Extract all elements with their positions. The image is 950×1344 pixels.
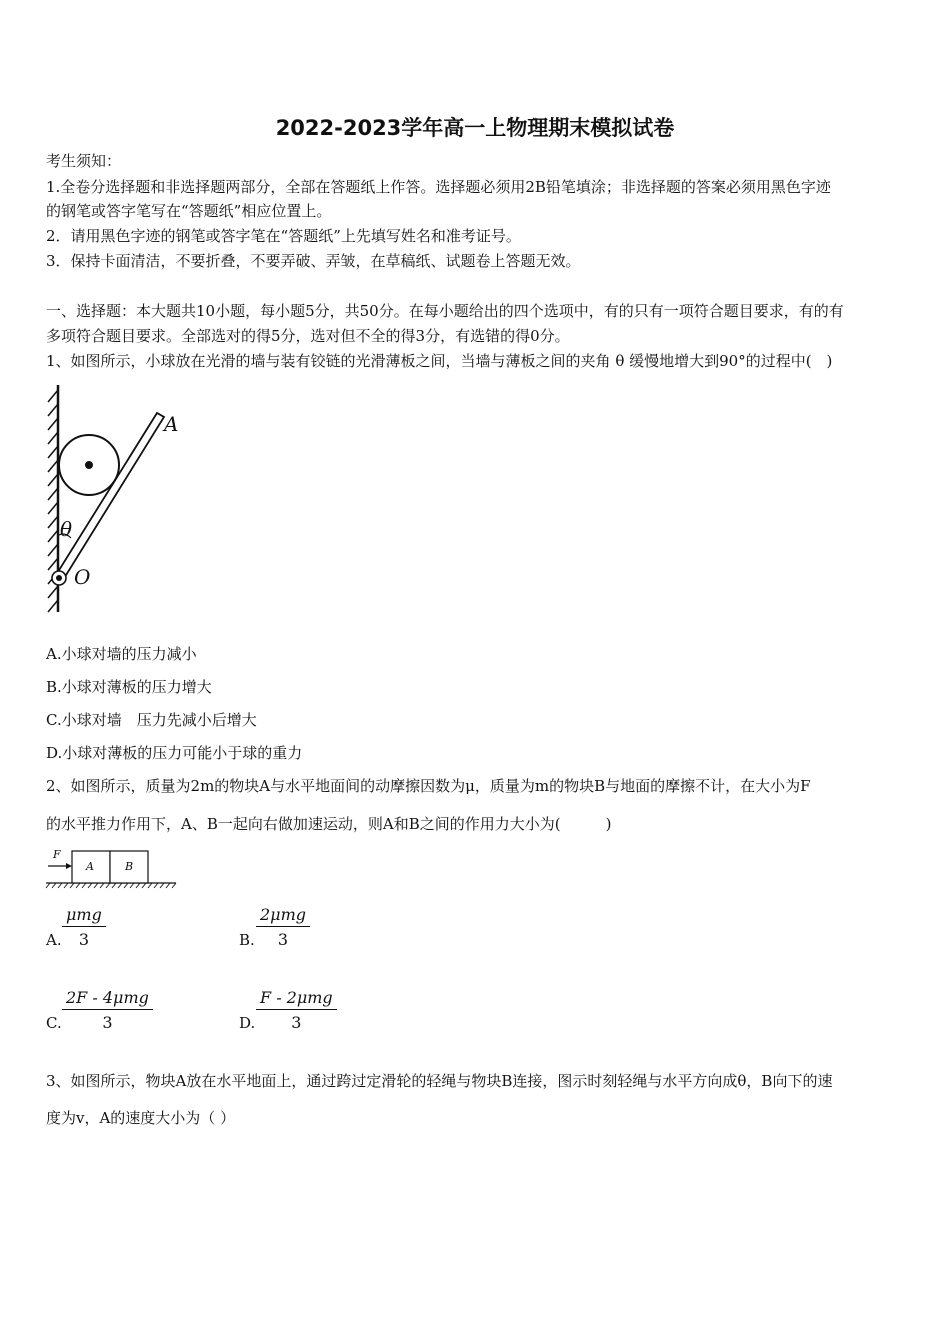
q2-option-a-fraction bbox=[62, 905, 106, 949]
q2-option-b-fraction bbox=[256, 905, 310, 949]
q1-option-a: A.小球对墙的压力减小 bbox=[46, 645, 197, 663]
q2-option-a-denominator: 3 bbox=[78, 930, 89, 949]
q1-option-d: D.小球对薄板的压力可能小于球的重力 bbox=[46, 744, 303, 762]
q2-label-A: A bbox=[86, 860, 94, 873]
notice-line-3: 2．请用黑色字迹的钢笔或答字笔在“答题纸”上先填写姓名和准考证号。 bbox=[46, 227, 521, 245]
q3-stem-line-2: 度为v，A的速度大小为（ ） bbox=[46, 1109, 236, 1127]
notice-line-4: 3．保持卡面清洁，不要折叠，不要弄破、弄皱，在草稿纸、试题卷上答题无效。 bbox=[46, 252, 581, 270]
notice-heading: 考生须知： bbox=[46, 152, 122, 170]
page-title: 2022-2023学年高一上物理期末模拟试卷 bbox=[275, 116, 675, 140]
ground-hatching bbox=[46, 883, 176, 888]
q2-option-d-fraction bbox=[256, 988, 337, 1032]
section-heading-line-1: 一、选择题：本大题共10小题，每小题5分，共50分。在每小题给出的四个选项中，有的只有一项符合题目要求，有的有 bbox=[46, 302, 844, 320]
q2-option-c-numerator: 2F - 4μmg bbox=[62, 988, 153, 1010]
q1-option-b: B.小球对薄板的压力增大 bbox=[46, 678, 212, 696]
section-heading-line-2: 多项符合题目要求。全部选对的得5分，选对但不全的得3分，有选错的得0分。 bbox=[46, 327, 570, 345]
notice-line-2: 的钢笔或答字笔写在“答题纸”相应位置上。 bbox=[46, 202, 332, 220]
q1-stem: 1、如图所示，小球放在光滑的墙与装有铰链的光滑薄板之间，当墙与薄板之间的夹角 θ 缓慢地增大到90°的过程中( ) bbox=[46, 352, 833, 370]
q2-option-b-numerator: 2μmg bbox=[256, 905, 310, 927]
q2-label-B: B bbox=[125, 860, 134, 873]
q2-figure bbox=[44, 846, 179, 890]
q2-option-c-denominator: 3 bbox=[102, 1013, 113, 1032]
q2-option-b-denominator: 3 bbox=[277, 930, 289, 949]
q2-label-F: F bbox=[53, 848, 61, 861]
q1-option-c: C.小球对墙 压力先减小后增大 bbox=[46, 711, 257, 729]
q2-option-a-numerator: μmg bbox=[62, 905, 106, 927]
notice-line-1: 1.全卷分选择题和非选择题两部分，全部在答题纸上作答。选择题必须用2B铅笔填涂；非选择题的答案必须用黑色字迹 bbox=[46, 178, 831, 196]
q1-label-O: O bbox=[74, 565, 91, 589]
q1-label-theta: θ bbox=[60, 517, 73, 541]
q3-stem-line-1: 3、如图所示，物块A放在水平地面上，通过跨过定滑轮的轻绳与物块B连接，图示时刻轻绳与水平方向成θ，B向下的速 bbox=[46, 1072, 833, 1090]
q1-label-A: A bbox=[164, 412, 179, 436]
ball-center bbox=[85, 461, 93, 469]
q2-stem-line-1: 2、如图所示，质量为2m的物块A与水平地面间的动摩擦因数为μ，质量为m的物块B与地面的摩擦不计，在大小为F bbox=[46, 777, 811, 795]
q2-option-d-numerator: F - 2μmg bbox=[256, 988, 337, 1010]
q2-option-b-letter: B. bbox=[239, 931, 255, 949]
thin-plate bbox=[56, 413, 164, 580]
q2-option-d-letter: D. bbox=[239, 1014, 256, 1032]
q2-stem-line-2: 的水平推力作用下，A、B一起向右做加速运动，则A和B之间的作用力大小为( ) bbox=[46, 815, 612, 833]
q2-option-d-denominator: 3 bbox=[291, 1013, 302, 1032]
q2-option-a-letter: A. bbox=[46, 931, 62, 949]
q2-option-c-letter: C. bbox=[46, 1014, 62, 1032]
q2-option-c-fraction bbox=[62, 988, 153, 1032]
